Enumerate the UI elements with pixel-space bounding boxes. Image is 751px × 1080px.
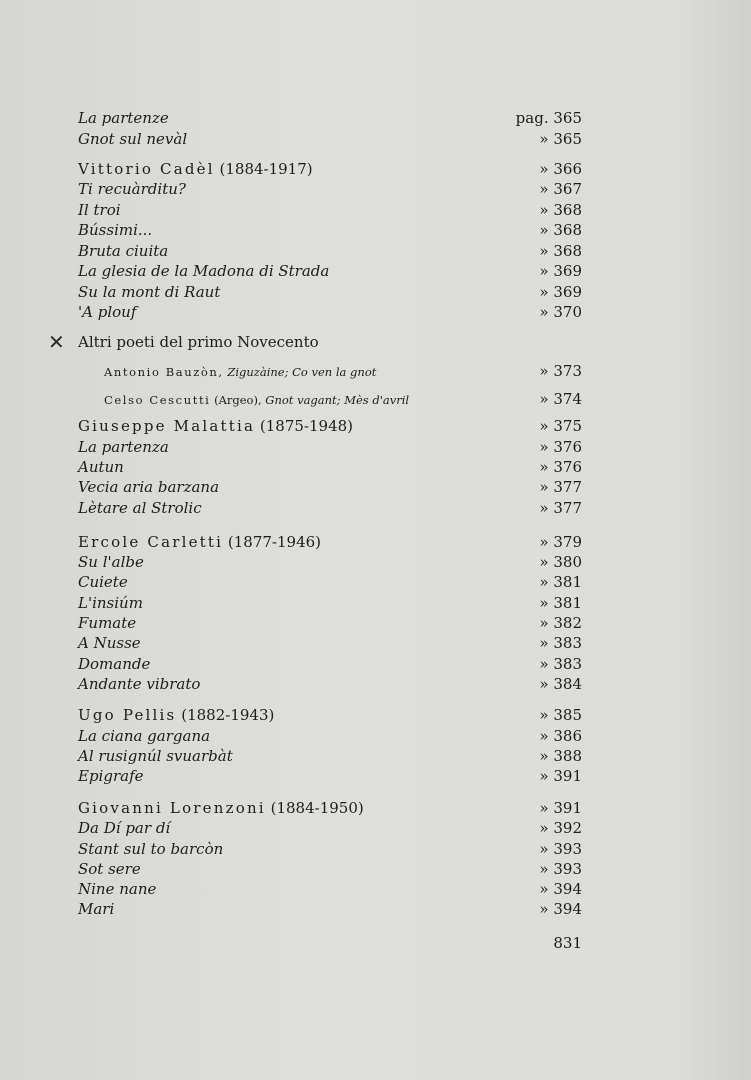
poem-title: Sot sere [78,860,141,878]
page-reference: » 383 [539,634,582,652]
page-reference: » 381 [539,573,582,591]
toc-section-heading [78,332,582,352]
page-reference: » 394 [539,880,582,898]
toc-poem-entry [78,477,582,497]
toc-poem-entry [78,220,582,240]
page-reference: » 368 [539,221,582,239]
toc-poem-entry [78,179,582,199]
poem-title: Bússimi... [78,221,153,239]
poem-title: Epigrafe [78,767,144,785]
poem-title: Stant sul to barcòn [78,840,224,858]
page-reference: pag. 365 [515,109,582,127]
toc-poem-entry [78,572,582,592]
page-reference: » 393 [539,840,582,858]
page-reference: » 375 [539,417,582,435]
author-dates: (1875-1948) [259,417,354,435]
page-reference: » 368 [539,242,582,260]
toc-author-heading [78,159,582,179]
page-reference: » 391 [539,799,582,817]
page-reference: » 376 [539,438,582,456]
poem-title: La glesia de la Madona di Strada [78,262,330,280]
toc-poem-entry [78,766,582,786]
page-reference: » 369 [539,262,582,280]
page-reference: » 377 [539,478,582,496]
poem-title: Autun [78,458,124,476]
margin-mark: ✕ [48,330,65,354]
poem-title: Ti recuàrditu? [78,180,186,198]
author-dates: (1877-1946) [227,533,322,551]
page-reference: » 394 [539,900,582,918]
poem-title: La partenze [78,109,169,127]
poem-title: Bruta ciuita [78,242,169,260]
author-note: (Argeo), [214,393,262,407]
toc-poem-entry [78,282,582,302]
page-reference: » 382 [539,614,582,632]
toc-author-heading [78,532,582,552]
toc-poem-entry [78,633,582,653]
page-reference: » 373 [539,362,582,380]
author-name: Antonio Bauzòn, [104,365,224,379]
toc-poem-entry [78,261,582,281]
poem-title: Su la mont di Raut [78,283,221,301]
page-reference: » 369 [539,283,582,301]
poem-title: Nine nane [78,880,157,898]
poem-title: Gnot sul nevàl [78,130,188,148]
poem-title: Al rusignúl svuarbàt [78,747,233,765]
toc-poem-entry [78,613,582,633]
poem-title: Domande [78,655,151,673]
works-list: Ziguzàine; Co ven la gnot [227,365,377,379]
page-reference: » 379 [539,533,582,551]
page-reference: » 386 [539,727,582,745]
page-reference: » 381 [539,594,582,612]
toc-poem-entry [78,457,582,477]
page-reference: » 368 [539,201,582,219]
page-reference: » 376 [539,458,582,476]
toc-poem-entry [78,818,582,838]
toc-poem-entry [78,879,582,899]
page-reference: » 374 [539,390,582,408]
page-reference: » 391 [539,767,582,785]
toc-poem-entry [78,593,582,613]
poem-title: Andante vibrato [78,675,201,693]
poem-title: L'insiúm [78,594,143,612]
page-reference: » 367 [539,180,582,198]
poem-title: 'A plouf [78,303,137,321]
poem-title: Lètare al Strolic [78,499,202,517]
poem-title: Cuiete [78,573,128,591]
poem-title: La ciana gargana [78,727,211,745]
page-reference: » 388 [539,747,582,765]
page-reference: » 365 [539,130,582,148]
author-name: Giuseppe Malattia [78,417,256,435]
page-reference: » 370 [539,303,582,321]
toc-poem-entry [78,241,582,261]
page-reference: » 366 [539,160,582,178]
toc-poem-entry [78,498,582,518]
section-title: Altri poeti del primo Novecento [78,333,319,351]
toc-poem-entry [78,200,582,220]
toc-poem-entry [78,552,582,572]
toc-subentry [104,390,582,408]
toc-poem-entry [78,726,582,746]
page-reference: » 383 [539,655,582,673]
author-name: Vittorio Cadèl [78,160,215,178]
poem-title: Il troi [78,201,121,219]
page-reference: » 385 [539,706,582,724]
author-name: Celso Cescutti [104,393,211,407]
toc-subentry [104,362,582,380]
toc-poem-entry [78,129,582,149]
toc-author-heading [78,798,582,818]
author-name: Giovanni Lorenzoni [78,799,266,817]
toc-poem-entry [78,108,582,128]
author-dates: (1884-1917) [219,160,313,178]
toc-poem-entry [78,746,582,766]
poem-title: Da Dí par dí [78,819,171,837]
poem-title: A Nusse [78,634,141,652]
toc-author-heading [78,705,582,725]
page-reference: » 393 [539,860,582,878]
poem-title: Mari [78,900,115,918]
page-reference: » 377 [539,499,582,517]
page-reference: » 380 [539,553,582,571]
toc-poem-entry [78,437,582,457]
toc-poem-entry [78,654,582,674]
toc-poem-entry [78,674,582,694]
page-reference: » 392 [539,819,582,837]
poem-title: Su l'albe [78,553,144,571]
toc-poem-entry [78,899,582,919]
poem-title: La partenza [78,438,169,456]
toc-author-heading [78,416,582,436]
page-number: 831 [553,934,582,952]
author-name: Ercole Carletti [78,533,224,551]
toc-poem-entry [78,302,582,322]
toc-poem-entry [78,839,582,859]
poem-title: Vecia aria barzana [78,478,220,496]
author-dates: (1884-1950) [270,799,364,817]
toc-poem-entry [78,859,582,879]
author-name: Ugo Pellis [78,706,177,724]
poem-title: Fumate [78,614,137,632]
page-reference: » 384 [539,675,582,693]
works-list: Gnot vagant; Mès d'avril [265,393,410,407]
author-dates: (1882-1943) [181,706,275,724]
